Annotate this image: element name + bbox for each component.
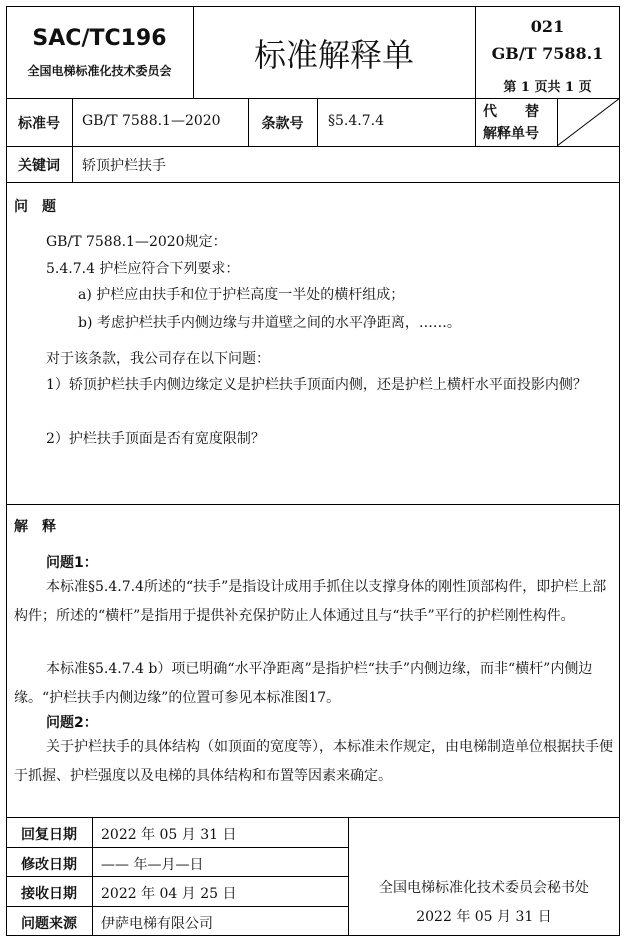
question-heading: 问 题 [14,199,56,215]
revise-date-label: 修改日期 [21,857,77,873]
standard-ref: GB/T 7588.1 [491,44,604,63]
rule-footer-2 [6,876,348,877]
page-info: 第 1 页共 1 页 [503,80,592,95]
answer-heading: 解 释 [14,519,56,535]
answer-q1-paragraph-2: 本标准§5.4.7.4 b）项已明确“水平净距离”是指护栏“扶手”内侧边缘，而非“横杆”内侧边缘。“护栏扶手内侧边缘”的位置可参见本标准图17。 [14,661,593,706]
rule-header-bottom [6,98,620,99]
question-line-6: 1）轿顶护栏扶手内侧边缘定义是护栏扶手顶面内侧，还是护栏上横杆水平面投影内侧？ [46,377,587,393]
replace-label-line1: 代 替 [483,104,539,120]
reply-date-value: 2022 年 05 月 31 日 [101,827,237,843]
answer-q1-title: 问题1： [46,555,98,571]
keywords-value: 轿顶护栏扶手 [82,158,166,174]
rule-info-v3 [317,98,318,146]
empty-cell-diagonal [557,98,620,146]
source-label: 问题来源 [21,916,77,932]
receive-date-label: 接收日期 [21,886,77,902]
keywords-label: 关键词 [18,158,60,174]
rule-answer-bottom [6,817,620,818]
receive-date-value: 2022 年 04 月 25 日 [101,886,237,902]
clause-value: §5.4.7.4 [328,113,384,129]
question-line-7: 2）护栏扶手顶面是否有宽度限制？ [46,431,265,447]
question-line-4: b) 考虑护栏扶手内侧边缘与井道壁之间的水平净距离，……。 [78,315,461,331]
rule-keywords-bottom [6,182,620,183]
question-line-3: a) 护栏应由扶手和位于护栏高度一半处的横杆组成； [78,287,405,303]
replace-label-line2: 解释单号 [483,126,539,142]
rule-footer-3 [6,906,348,907]
doc-title: 标准解释单 [253,36,414,74]
rule-info-v1 [72,98,73,182]
question-line-2: 5.4.7.4 护栏应符合下列要求： [46,261,240,277]
question-line-1: GB/T 7588.1—2020规定： [46,234,227,250]
clause-label: 条款号 [261,116,304,132]
rule-footer-1 [6,847,348,848]
org-code: SAC/TC196 [32,26,167,51]
standard-label: 标准号 [18,116,60,132]
source-value: 伊萨电梯有限公司 [101,916,213,932]
reply-date-label: 回复日期 [21,827,77,843]
rule-footer-v1 [92,817,93,936]
standard-value: GB/T 7588.1—2020 [82,113,221,129]
rule-question-bottom [6,504,620,505]
question-line-5: 对于该条款，我公司存在以下问题： [46,351,270,367]
answer-q2-paragraph-1: 关于护栏扶手的具体结构（如顶面的宽度等），本标准未作规定，由电梯制造单位根据扶手便于抓握、护栏强度以及电梯的具体结构和布置等因素来确定。 [14,739,613,784]
org-name: 全国电梯标准化技术委员会 [27,64,172,78]
rule-info-bottom [6,146,620,147]
sign-date: 2022 年 05 月 31 日 [416,909,552,925]
serial-number: 021 [530,17,565,36]
revise-date-value: —— 年—月—日 [101,857,204,873]
secretariat-name: 全国电梯标准化技术委员会秘书处 [379,880,589,896]
answer-q1-paragraph-1: 本标准§5.4.7.4所述的“扶手”是指设计成用手抓住以支撑身体的刚性顶部构件，即护栏上部构件；所述的“横杆”是指用于提供补充保护防止人体通过且与“扶手”平行的护栏刚性构件。 [14,579,607,624]
answer-q2-title: 问题2： [46,715,98,731]
